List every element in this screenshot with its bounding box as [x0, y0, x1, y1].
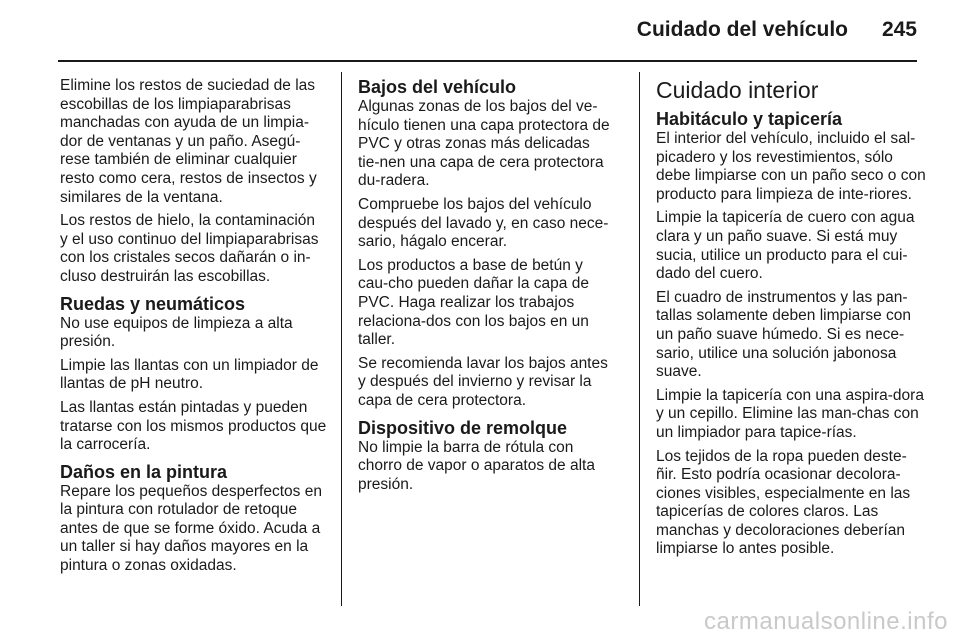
paragraph: Compruebe los bajos del vehículo después del lavado y, en caso nece-sario, hágalo encerar.: [358, 195, 609, 251]
paragraph: Limpie las llantas con un limpiador de llantas de pH neutro.: [60, 356, 319, 393]
column-1: [60, 77, 327, 581]
column-2: [358, 77, 612, 499]
section-title: Cuidado del vehículo: [636, 18, 848, 41]
heading-cabin-upholstery: Habitáculo y tapicería: [656, 109, 843, 129]
paragraph: Los tejidos de la ropa pueden deste-ñir. Esto podría ocasionar decolora-ciones visibles, especialmente en las tapicerías de colores claros. Las manchas y decoloraciones deberían limpiarse lo antes posible.: [656, 447, 911, 558]
paragraph: El cuadro de instrumentos y las pan-tallas solamente deben limpiarse con un paño suave húmedo. Si es nece-sario, utilice una solución jabonosa suave.: [656, 288, 912, 381]
column-divider: [639, 72, 640, 606]
heading-interior-care: Cuidado interior: [656, 77, 819, 103]
paragraph: Los productos a base de betún y cau-cho pueden dañar la capa de PVC. Haga realizar los trabajos relaciona-dos con los bajos en un taller.: [358, 256, 589, 349]
heading-towing-device: Dispositivo de remolque: [358, 417, 568, 438]
paragraph: Las llantas están pintadas y pueden tratarse con los mismos productos que la carrocería.: [60, 398, 327, 454]
page-header: [0, 0, 960, 62]
heading-underbody: Bajos del vehículo: [358, 77, 517, 97]
page-number: 245: [881, 18, 917, 41]
paragraph: Elimine los restos de suciedad de las escobillas de los limpiaparabrisas manchadas con ayuda de un limpia-dor de ventanas y un paño. Asegú-rese también de eliminar cualquier resto como cera, restos de insectos y similares de la ventana.: [60, 77, 317, 206]
column-divider: [341, 72, 342, 606]
paragraph: Los restos de hielo, la contaminación y el uso continuo del limpiaparabrisas con los cristales secos dañarán o in-cluso destruirán las escobillas.: [60, 212, 319, 285]
watermark: carmanualsonline.info: [704, 608, 948, 635]
header-rule: [58, 60, 917, 62]
paragraph: Se recomienda lavar los bajos antes y después del invierno y revisar la capa de cera protectora.: [358, 354, 608, 409]
column-3: [656, 77, 926, 564]
heading-wheels-tires: Ruedas y neumáticos: [60, 293, 246, 314]
paragraph: Limpie la tapicería de cuero con agua clara y un paño suave. Si está muy sucia, utilice un producto para el cui-dado del cuero.: [656, 209, 915, 283]
paragraph: Algunas zonas de los bajos del ve-hículo tienen una capa protectora de PVC y otras zonas más delicadas tie-nen una capa de cera protectora du-radera.: [358, 98, 610, 190]
paragraph: Repare los pequeños desperfectos en la pintura con rotulador de retoque antes de que se forme óxido. Acuda a un taller si hay daños mayores en la pintura o zonas oxidadas.: [60, 482, 322, 575]
paragraph: No use equipos de limpieza a alta presión.: [60, 314, 293, 351]
paragraph: El interior del vehículo, incluido el sal-picadero y los revestimientos, sólo debe limpiarse con un paño seco o con producto para limpieza de inte-riores.: [656, 130, 926, 203]
paragraph: No limpie la barra de rótula con chorro de vapor o aparatos de alta presión.: [358, 438, 595, 493]
paragraph: Limpie la tapicería con una aspira-dora y un cepillo. Elimine las man-chas con un limpiador para tapice-rías.: [656, 386, 924, 441]
heading-paint-damage: Daños en la pintura: [60, 461, 228, 482]
